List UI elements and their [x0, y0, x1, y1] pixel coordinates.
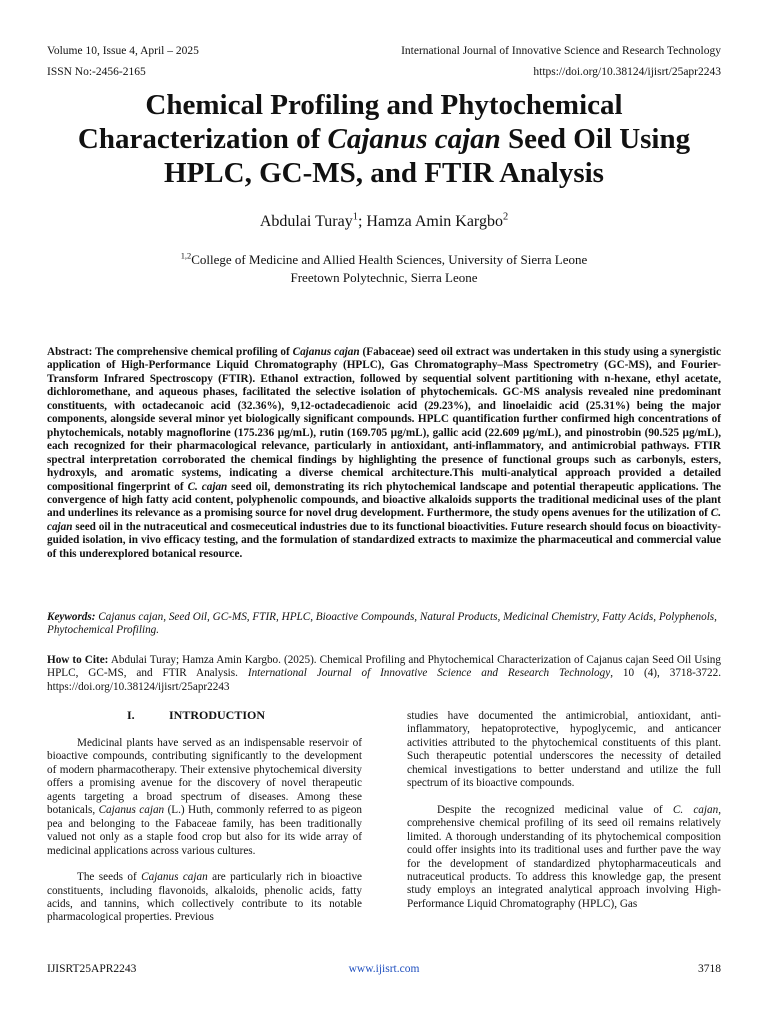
intro-paragraph-3: studies have documented the antimicrobial, antioxidant, anti-inflammatory, hepatoprotective, hypoglycemic, and anticancer activities attributed to the phytochemical constituents of this plant. Such therapeutic potential underscores the necessity of detailed chemical investigations to better understand and utilize the full spectrum of its bioactive compounds.	[407, 710, 721, 790]
left-column	[47, 737, 362, 925]
journal-name: International Journal of Innovative Science and Research Technology	[401, 45, 721, 57]
volume-info: Volume 10, Issue 4, April – 2025	[47, 45, 199, 57]
species-name: C. cajan	[672, 803, 719, 816]
paragraph-text: , comprehensive chemical profiling of its seed oil remains relatively limited. A thorough understanding of its phytochemical composition could offer insights into its traditional uses and further pave the way for the development of standardized phytopharmaceuticals and nutraceutical products. To address this knowledge gap, the present study employs an integrated analytical approach involving High-Performance Liquid Chromatography (HPLC), Gas	[407, 803, 721, 910]
issn: ISSN No:-2456-2165	[47, 66, 146, 78]
abstract-text: The comprehensive chemical profiling of	[92, 346, 293, 358]
author-name: Hamza Amin Kargbo	[366, 213, 503, 230]
paragraph-text: The seeds of	[77, 871, 142, 884]
intro-paragraph-2	[47, 871, 362, 925]
title-line-1: Chemical Profiling and Phytochemical	[145, 89, 623, 121]
abstract-species: C. cajan	[187, 480, 228, 493]
author-sup: 1	[352, 211, 358, 223]
abstract	[47, 346, 721, 561]
affiliation-text: College of Medicine and Allied Health Sciences, University of Sierra Leone	[191, 252, 588, 267]
abstract-species: C. cajan	[47, 507, 721, 533]
cite-label: How to Cite:	[47, 654, 109, 666]
species-name: Cajanus cajan	[98, 804, 165, 817]
paper-title	[30, 88, 738, 190]
intro-paragraph-1	[47, 737, 362, 858]
footer-website-link[interactable]: www.ijisrt.com	[348, 963, 420, 975]
authors	[0, 213, 768, 231]
title-line-3: HPLC, GC-MS, and FTIR Analysis	[164, 157, 604, 189]
intro-paragraph-4	[407, 804, 721, 912]
species-name: Cajanus cajan	[141, 871, 208, 884]
author-separator: ;	[357, 213, 367, 230]
footer-code: IJISRT25APR2243	[47, 963, 137, 975]
abstract-label: Abstract:	[47, 346, 93, 358]
page-number: 3718	[698, 963, 721, 975]
abstract-text: seed oil, demonstrating its rich phytochemical landscape and potential therapeutic applications. The convergence of high fatty acid content, polyphenolic compounds, and bioactive alkaloids supports the traditional medicinal uses of the plant and underlines its relevance as a promising source for novel drug development. Furthermore, the study opens avenues for the utilization of	[47, 480, 721, 520]
abstract-text: (Fabaceae) seed oil extract was undertaken in this study using a synergistic application of High-Performance Liquid Chromatography (HPLC), Gas Chromatography–Mass Spectrometry (GC-MS), and Fourier-Transform Infrared Spectroscopy (FTIR). Ethanol extraction, followed by sequential solvent partitioning with n-hexane, ethyl acetate, dichloromethane, and aqueous phases, facilitated the selective isolation of phytochemicals. GC-MS analysis revealed nine predominant constituents, with octadecanoic acid (32.36%), 9,12-octadecadienoic acid (29.23%), and linoelaidic acid (25.31%) being the major components, alongside several minor yet biologically significant compounds. HPLC quantification further confirmed high concentrations of phytochemicals, notably magnoflorine (175.236 µg/mL), rutin (169.705 µg/mL), gallic acid (22.609 µg/mL), and pinostrobin (90.525 µg/mL), each recognized for their pharmacological relevance, particularly in antioxidant, anti-inflammatory, and antimicrobial pathways. FTIR spectral interpretation corroborated the chemical findings by highlighting the presence of functional groups such as carbonyls, esters, hydroxyls, and aromatic systems, indicating a diverse chemical architecture.This multi-analytical approach provided a detailed compositional fingerprint of	[47, 346, 721, 493]
paragraph-text: Despite the recognized medicinal value of	[437, 803, 673, 816]
how-to-cite	[47, 654, 721, 694]
paragraph-text: (L.) Huth, commonly referred to as pigeon pea and belonging to the Fabaceae family, has been traditionally valued not only as a staple food crop but also for its wide array of medicinal applications across various cultures.	[47, 804, 363, 857]
abstract-species: Cajanus cajan	[292, 346, 360, 358]
title-text: Seed Oil Using	[500, 123, 691, 155]
affiliation-line-2: Freetown Polytechnic, Sierra Leone	[290, 270, 478, 285]
keywords	[47, 611, 721, 638]
cite-text: Abdulai Turay; Hamza Amin Kargbo. (2025). Chemical Profiling and Phytochemical Characterization of Cajanus cajan Seed Oil Using HPLC, GC-MS, and FTIR Analysis.	[47, 654, 721, 680]
section-title: INTRODUCTION	[169, 708, 266, 722]
paragraph-text: Medicinal plants have served as an indispensable reservoir of bioactive compounds, contributing significantly to the development of modern pharmacotherapy. Their extensive phytochemical diversity offers a promising avenue for the discovery of novel therapeutic agents targeting a broad spectrum of diseases. Among these botanicals,	[47, 737, 362, 817]
keywords-text: Cajanus cajan, Seed Oil, GC-MS, FTIR, HPLC, Bioactive Compounds, Natural Products, Medicinal Chemistry, Fatty Acids, Polyphenols, Phytochemical Profiling.	[47, 611, 717, 637]
cite-tail: , 10 (4), 3718-3722. https://doi.org/10.38124/ijisrt/25apr2243	[47, 667, 721, 693]
title-line-2	[30, 122, 738, 156]
paragraph-text: are particularly rich in bioactive constituents, including flavonoids, alkaloids, phenolic acids, fatty acids, and tannins, which collectively contribute to its notable pharmacological properties. Previous	[47, 871, 362, 924]
doi-link[interactable]: https://doi.org/10.38124/ijisrt/25apr2243	[533, 66, 721, 78]
cite-journal: International Journal of Innovative Science and Research Technology	[247, 667, 611, 680]
title-species: Cajanus cajan	[327, 123, 501, 155]
affiliation-sup: 1,2	[180, 250, 192, 261]
keywords-label: Keywords:	[47, 611, 96, 623]
author-name: Abdulai Turay	[259, 213, 353, 230]
right-column	[407, 710, 721, 911]
section-number: I.	[127, 708, 135, 722]
affiliation-line-1	[0, 252, 768, 268]
abstract-text: seed oil in the nutraceutical and cosmeceutical industries due to its functional bioactivities. Future research should focus on bioactivity-guided isolation, in vivo efficacy testing, and the formulation of standardized extracts to maximize the pharmaceutical and commercial value of this underexplored botanical resource.	[47, 520, 721, 560]
title-text: Characterization of	[77, 123, 328, 155]
author-sup: 2	[502, 211, 509, 223]
